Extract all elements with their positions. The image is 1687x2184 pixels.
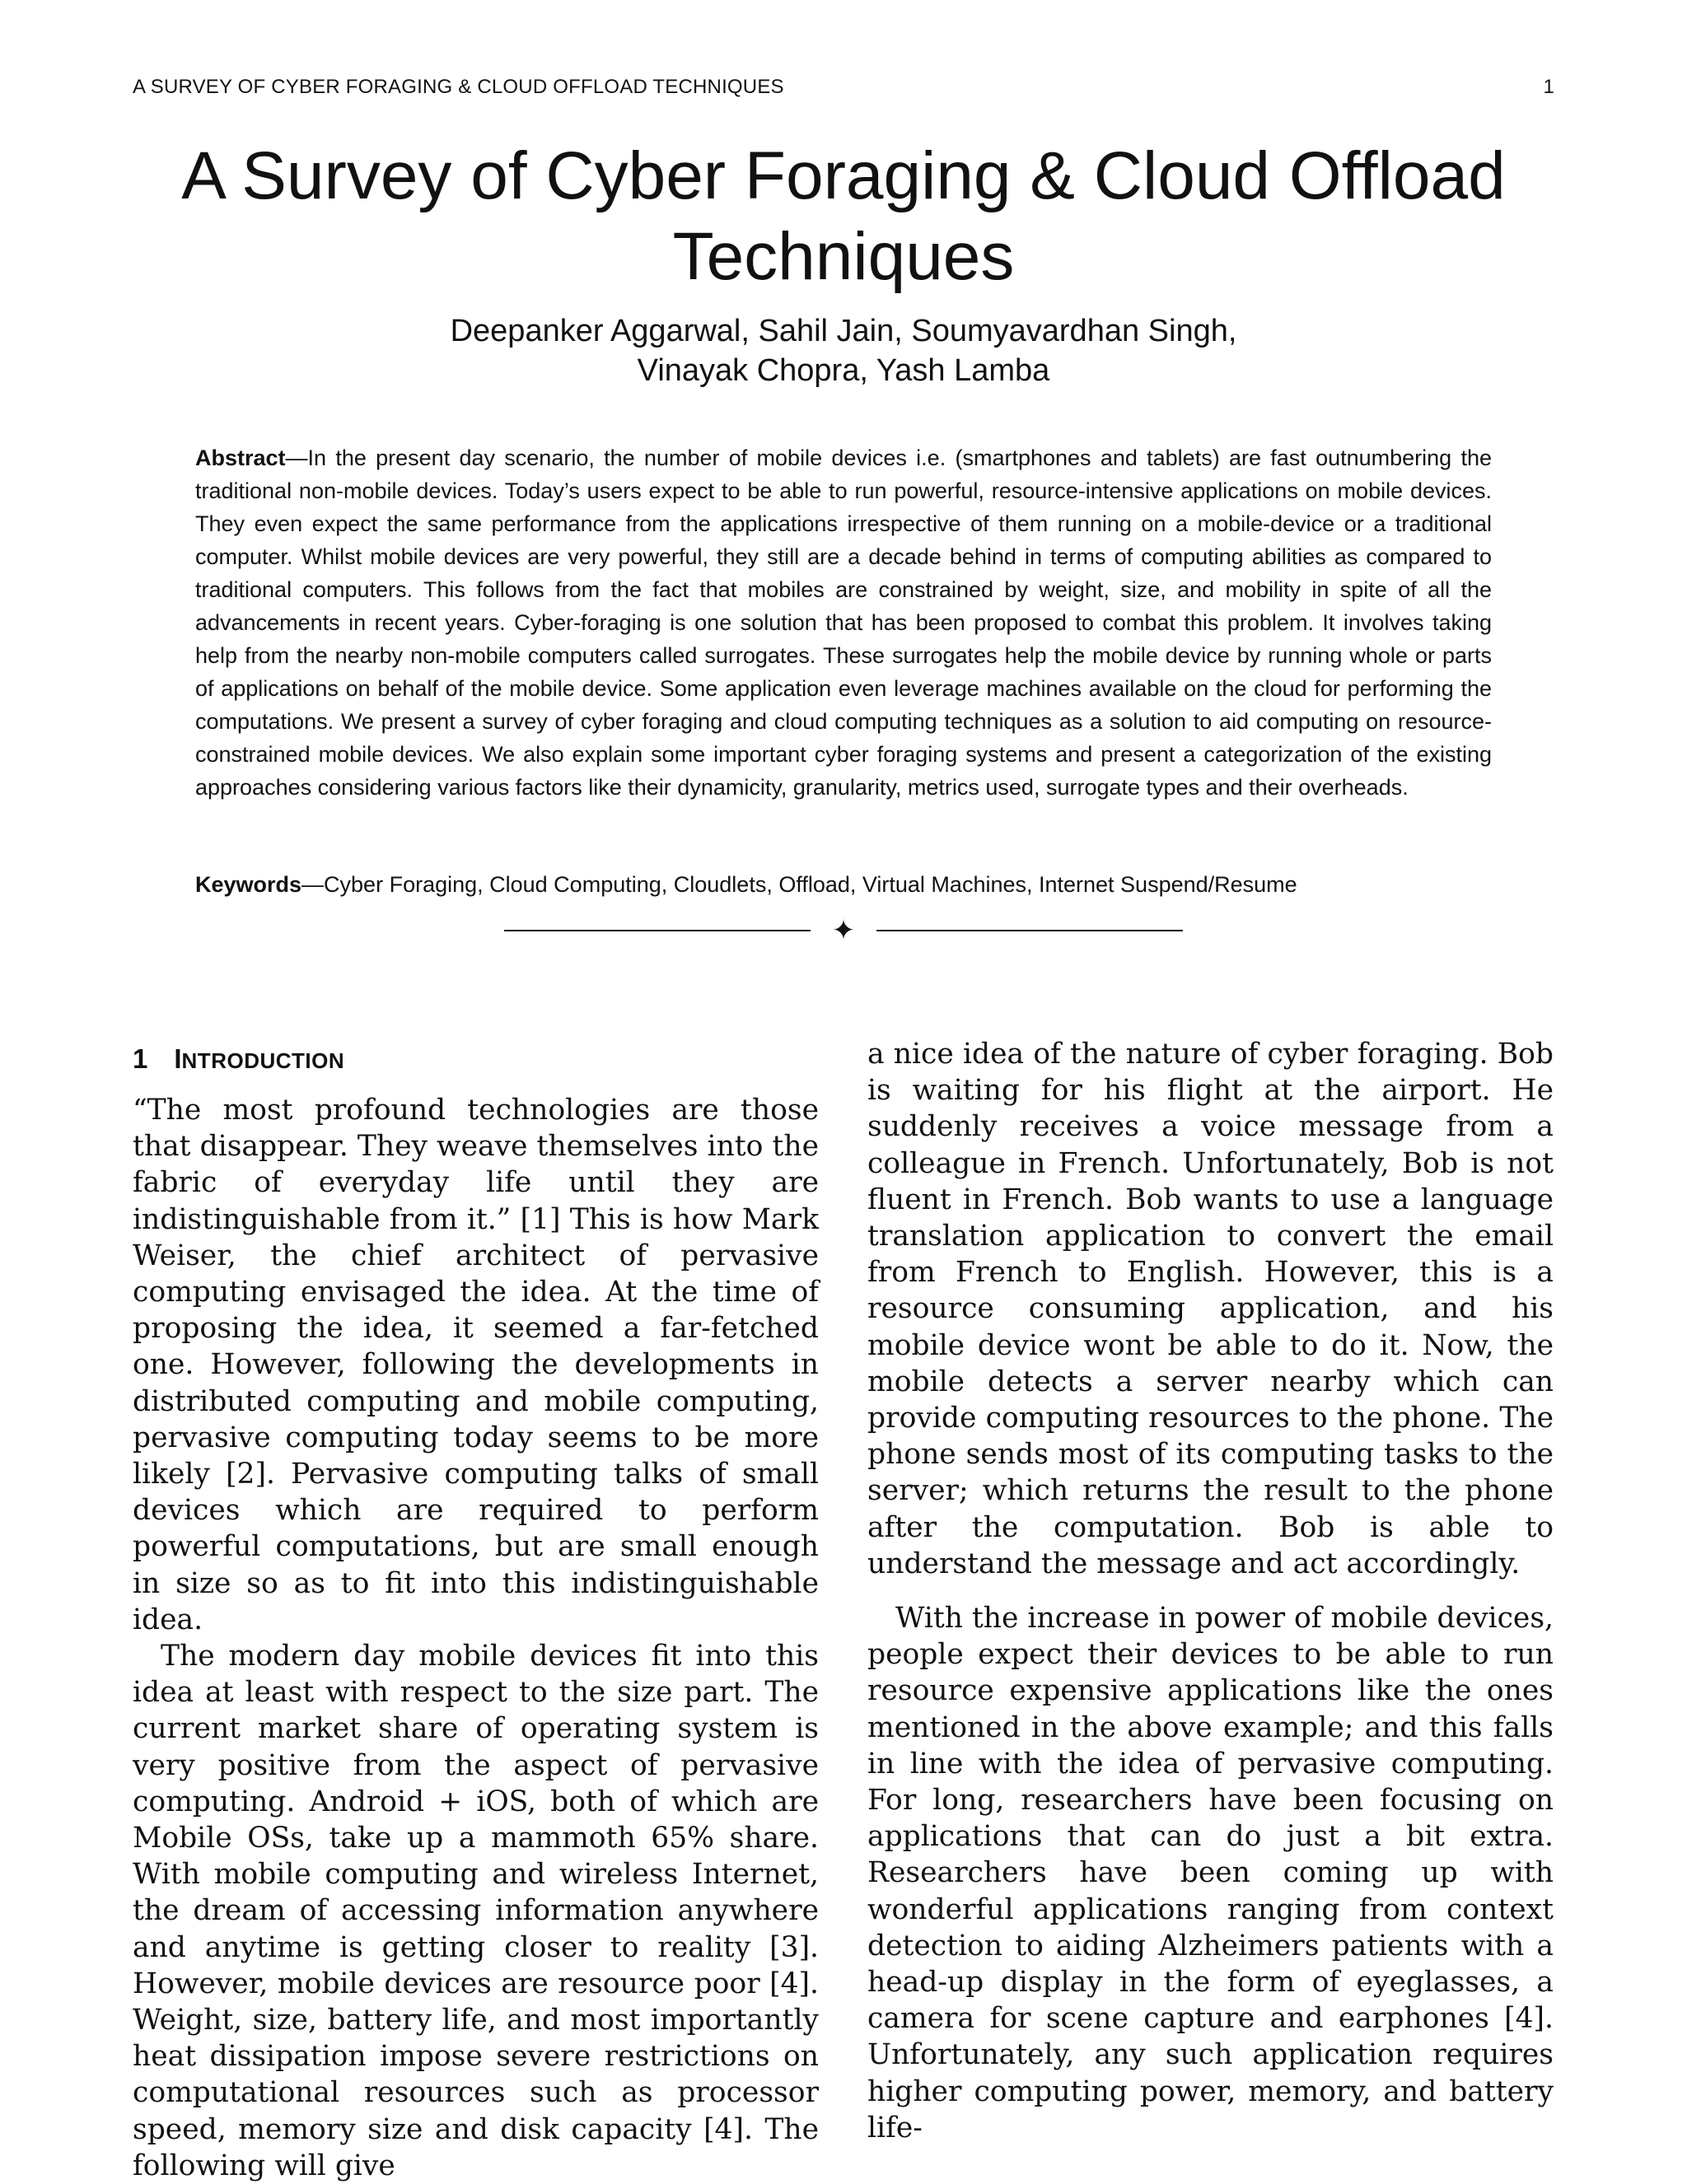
- running-head: [133, 76, 1554, 99]
- body-paragraph-4: With the increase in power of mobile devices, people expect their devices to be able to run resource expensive applications like the ones mentioned in the above example; and this falls in line with the idea of pervasive computing. For long, researchers have been focusing on applications that can do just a bit extra. Researchers have been coming up with wonderful applications ranging from context detection to aiding Alzheimers patients with a head-up display in the form of eyeglasses, a camera for scene capture and earphones [4]. Unfortunately, any such application requires higher computing power, memory, and battery life-: [867, 1602, 1554, 2144]
- paper-title: [115, 136, 1572, 297]
- abstract: [195, 441, 1492, 804]
- page-number: 1: [1543, 76, 1554, 98]
- section-number: 1: [133, 1043, 148, 1074]
- keywords-label: Keywords: [195, 872, 302, 897]
- section-heading-introduction: [133, 1036, 819, 1084]
- divider-rule-left: [504, 930, 811, 931]
- section-divider: [0, 914, 1687, 947]
- keywords: [195, 868, 1492, 901]
- author-line1: Deepanker Aggarwal, Sahil Jain, Soumyavardhan Singh,: [450, 314, 1237, 348]
- author-line2: Vinayak Chopra, Yash Lamba: [637, 353, 1050, 388]
- keywords-text: —Cyber Foraging, Cloud Computing, Cloudlets, Offload, Virtual Machines, Internet Suspend/Resume: [301, 872, 1297, 897]
- author-list: [115, 311, 1572, 390]
- paper-title-line2: Techniques: [672, 219, 1015, 294]
- body-paragraph-3: a nice idea of the nature of cyber foraging. Bob is waiting for his flight at the airport. He suddenly receives a voice message from a colleague in French. Unfortunately, Bob is not fluent in French. Bob wants to use a language translation application to convert the email from French to English. However, this is a resource consuming application, and his mobile device wont be able to do it. Now, the mobile detects a server nearby which can provide computing resources to the phone. The phone sends most of its computing tasks to the server; which returns the result to the phone after the computation. Bob is able to understand the message and act accordingly.: [867, 1038, 1554, 1580]
- body-column-left: [133, 1036, 819, 2184]
- body-column-right: [867, 1036, 1554, 2146]
- running-head-title: A SURVEY OF CYBER FORAGING & CLOUD OFFLOAD TECHNIQUES: [133, 76, 784, 98]
- abstract-label: Abstract: [195, 446, 286, 470]
- body-paragraph-2: The modern day mobile devices fit into this idea at least with respect to the size part. The current market share of operating system is very positive from the aspect of pervasive computing. Android + iOS, both of which are Mobile OSs, take up a mammoth 65% share. With mobile computing and wireless Internet, the dream of accessing information anywhere and anytime is getting closer to reality [3]. However, mobile devices are resource poor [4]. Weight, size, battery life, and most importantly heat dissipation impose severe restrictions on computational resources such as processor speed, memory size and disk capacity [4]. The following will give: [133, 1640, 819, 2182]
- abstract-text: —In the present day scenario, the number of mobile devices i.e. (smartphones and tablets) are fast outnumbering the traditional non-mobile devices. Today’s users expect to be able to run powerful, resource-intensive applications on mobile devices. They even expect the same performance from the applications irrespective of them running on a mobile-device or a traditional computer. Whilst mobile devices are very powerful, they still are a decade behind in terms of computing abilities as compared to traditional computers. This follows from the fact that mobiles are constrained by weight, size, and mobility in spite of all the advancements in recent years. Cyber-foraging is one solution that has been proposed to combat this problem. It involves taking help from the nearby non-mobile computers called surrogates. These surrogates help the mobile device by running whole or parts of applications on behalf of the mobile device. Some application even leverage machines available on the cloud for performing the computations. We present a survey of cyber foraging and cloud computing techniques as a solution to aid computing on resource-constrained mobile devices. We also explain some important cyber foraging systems and present a categorization of the existing approaches considering various factors like their dynamicity, granularity, metrics used, surrogate types and their overheads.: [195, 446, 1492, 800]
- body-paragraph-1: “The most profound technologies are those that disappear. They weave themselves into the fabric of everyday life until they are indistinguishable from it.” [1] This is how Mark Weiser, the chief architect of pervasive computing envisaged the idea. At the time of proposing the idea, it seemed a far-fetched one. However, following the developments in distributed computing and mobile computing, pervasive computing today seems to be more likely [2]. Pervasive computing talks of small devices which are required to perform powerful computations, but are small enough in size so as to fit into this indistinguishable idea.: [133, 1094, 819, 1636]
- divider-star-icon: ✦: [831, 914, 856, 947]
- section-title-initial: I: [174, 1043, 182, 1074]
- paper-title-line1: A Survey of Cyber Foraging & Cloud Offload: [181, 138, 1506, 213]
- section-title-rest: NTRODUCTION: [181, 1048, 345, 1073]
- divider-rule-right: [876, 930, 1183, 931]
